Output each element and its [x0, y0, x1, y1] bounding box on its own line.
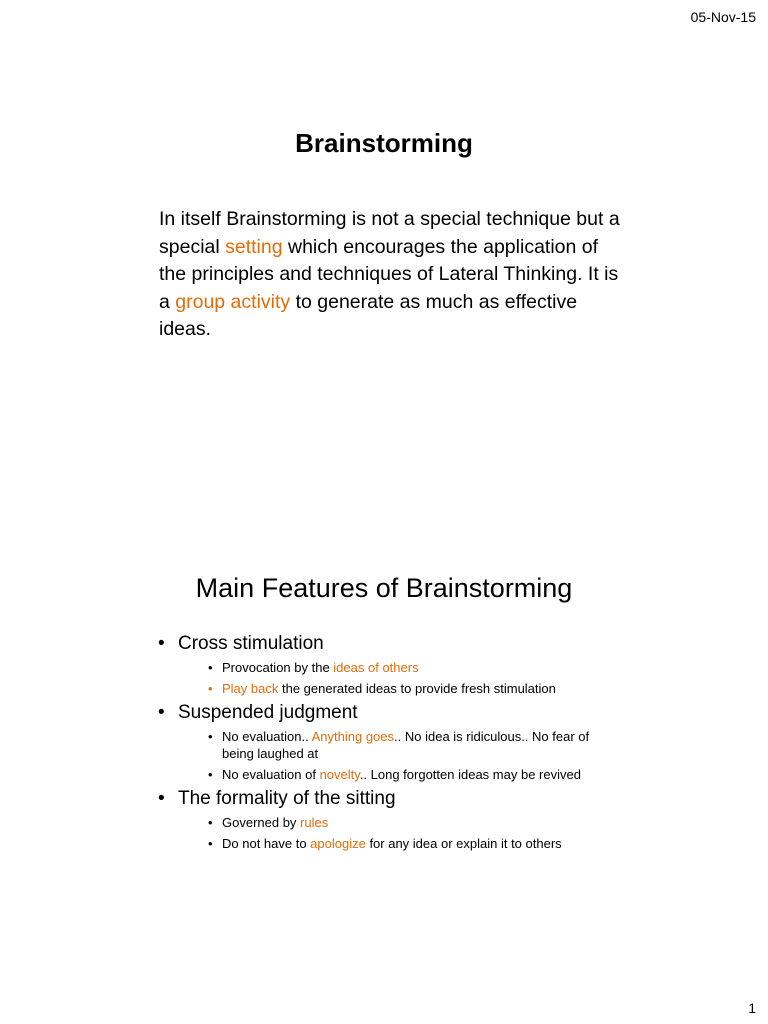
sub-point — [208, 766, 618, 783]
sub-point-list — [178, 659, 618, 697]
slide-title-brainstorming: Brainstorming — [295, 128, 473, 158]
sub-point-list — [178, 728, 618, 783]
bullet-icon: • — [158, 633, 165, 654]
sub-point — [208, 659, 618, 676]
sub-point-text: for any idea or explain it to others — [365, 836, 562, 851]
sub-point-list — [178, 814, 618, 852]
bullet-icon: • — [208, 660, 213, 675]
feature-item-suspended-judgment — [158, 701, 618, 783]
sub-point-highlight: novelty — [319, 767, 360, 782]
bullet-icon: • — [208, 767, 213, 782]
sub-point — [208, 680, 618, 697]
sub-point-text: No evaluation.. — [222, 729, 312, 744]
intro-text-part-2: which encourages the application of the principles and techniques of Lateral Thinking. It is a — [159, 235, 619, 313]
sub-point-highlight: ideas of others — [333, 660, 419, 675]
bullet-icon: • — [208, 681, 213, 696]
sub-point — [208, 728, 618, 762]
sub-point-text: Provocation by the — [222, 660, 334, 675]
sub-point-highlight: Anything goes — [311, 729, 395, 744]
feature-item-formality-of-sitting — [158, 787, 618, 852]
feature-label: The formality of the sitting — [178, 788, 396, 809]
sub-point-highlight: rules — [300, 815, 329, 830]
feature-list — [158, 632, 618, 856]
intro-highlight-group-activity: group activity — [175, 290, 291, 313]
bullet-icon: • — [208, 815, 213, 830]
intro-text-part-1: In itself Brainstorming is not a special technique but a special — [159, 208, 620, 258]
sub-point-text: .. No idea is ridiculous.. No fear of being laughed at — [222, 729, 590, 761]
sub-point-highlight: Play back — [222, 681, 279, 696]
bullet-icon: • — [208, 836, 213, 851]
sub-point-text: the generated ideas to provide fresh stimulation — [278, 681, 556, 696]
sub-point — [208, 814, 618, 831]
sub-point — [208, 835, 618, 852]
intro-text-part-3: to generate as much as effective ideas. — [159, 290, 578, 340]
slide-date: 05-Nov-15 — [690, 9, 756, 25]
sub-point-text: .. Long forgotten ideas may be revived — [359, 767, 581, 782]
feature-item-cross-stimulation — [158, 632, 618, 697]
sub-point-text: Governed by — [222, 815, 301, 830]
intro-highlight-setting: setting — [225, 235, 283, 258]
sub-point-highlight: apologize — [310, 836, 366, 851]
bullet-icon: • — [158, 702, 165, 723]
bullet-icon: • — [158, 788, 165, 809]
sub-point-text: No evaluation of — [222, 767, 320, 782]
slide-title-main-features: Main Features of Brainstorming — [195, 573, 573, 603]
feature-label: Cross stimulation — [178, 633, 324, 654]
sub-point-text: Do not have to — [222, 836, 311, 851]
page-number: 1 — [748, 1000, 756, 1016]
feature-label: Suspended judgment — [178, 702, 358, 723]
bullet-icon: • — [208, 729, 213, 744]
slide-intro-paragraph — [159, 206, 629, 344]
